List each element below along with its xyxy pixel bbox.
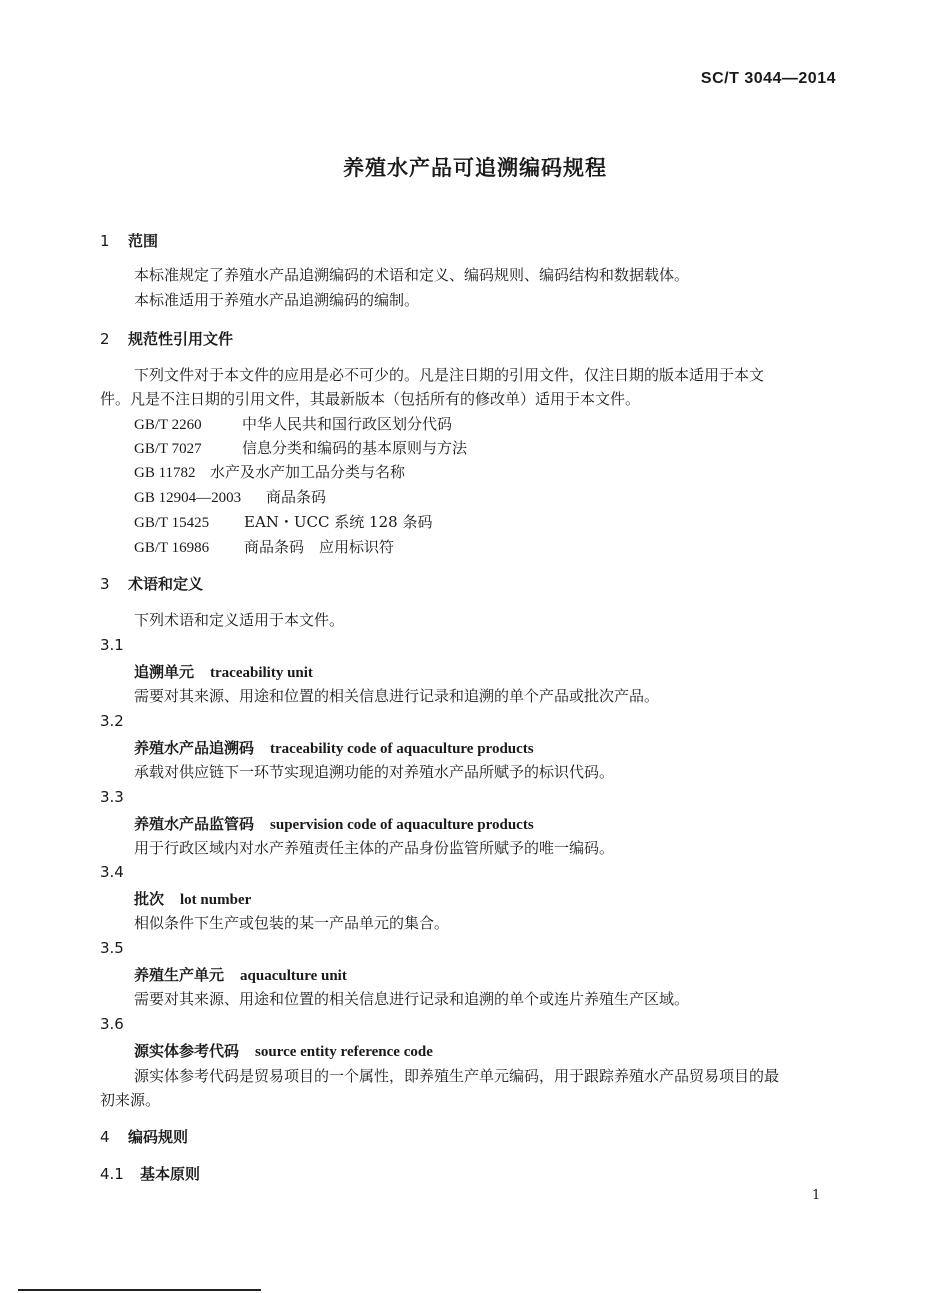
term-zh: 源实体参考代码 bbox=[134, 1042, 240, 1060]
reference-title: 中华人民共和国行政区划分代码 bbox=[242, 415, 453, 433]
section-2-heading bbox=[100, 328, 233, 349]
section-4-1-heading bbox=[100, 1163, 200, 1184]
reference-code: GB 11782 bbox=[134, 465, 196, 481]
paragraph: 本标准规定了养殖水产品追溯编码的术语和定义、编码规则、编码结构和数据载体。 bbox=[134, 266, 690, 284]
reference-title: 商品条码 bbox=[266, 488, 327, 506]
term-en: traceability code of aquaculture products bbox=[270, 741, 534, 757]
reference-code: GB/T 16986 bbox=[134, 540, 210, 556]
reference-item bbox=[134, 511, 432, 532]
term-definition: 相似条件下生产或包装的某一产品单元的集合。 bbox=[134, 914, 450, 932]
term-number: 3.3 bbox=[100, 788, 124, 806]
term-heading bbox=[134, 888, 251, 909]
section-1-heading bbox=[100, 230, 158, 251]
section-number: 4 bbox=[100, 1128, 110, 1146]
paragraph: 件。凡是不注日期的引用文件，其最新版本（包括所有的修改单）适用于本文件。 bbox=[100, 390, 641, 408]
term-heading bbox=[134, 1040, 433, 1061]
page-number: 1 bbox=[812, 1188, 821, 1203]
term-number: 3.6 bbox=[100, 1015, 124, 1033]
reference-code: GB/T 2260 bbox=[134, 417, 202, 433]
reference-item bbox=[134, 413, 452, 434]
footer-rule bbox=[18, 1289, 261, 1291]
paragraph: 下列文件对于本文件的应用是必不可少的。凡是注日期的引用文件，仅注日期的版本适用于本文 bbox=[134, 366, 765, 384]
paragraph: 本标准适用于养殖水产品追溯编码的编制。 bbox=[134, 291, 420, 309]
reference-title: 信息分类和编码的基本原则与方法 bbox=[242, 439, 468, 457]
section-title: 术语和定义 bbox=[128, 575, 204, 593]
reference-title: EAN・UCC 系统 128 条码 bbox=[244, 513, 433, 531]
reference-code: GB/T 15425 bbox=[134, 515, 210, 531]
term-definition: 源实体参考代码是贸易项目的一个属性，即养殖生产单元编码，用于跟踪养殖水产品贸易项目的最 bbox=[134, 1067, 780, 1085]
section-title: 范围 bbox=[128, 232, 159, 250]
term-heading bbox=[134, 737, 534, 758]
reference-title: 水产及水产加工品分类与名称 bbox=[210, 463, 406, 481]
section-number: 1 bbox=[100, 232, 110, 250]
term-en: traceability unit bbox=[210, 665, 313, 681]
reference-title: 商品条码 应用标识符 bbox=[244, 538, 395, 556]
term-number: 3.2 bbox=[100, 712, 124, 730]
term-definition: 用于行政区域内对水产养殖责任主体的产品身份监管所赋予的唯一编码。 bbox=[134, 839, 615, 857]
reference-item bbox=[134, 486, 326, 507]
reference-code: GB 12904—2003 bbox=[134, 490, 242, 506]
section-number: 3 bbox=[100, 575, 110, 593]
term-en: lot number bbox=[180, 892, 252, 908]
term-zh: 养殖水产品监管码 bbox=[134, 815, 255, 833]
section-3-heading bbox=[100, 573, 203, 594]
reference-item bbox=[134, 536, 394, 557]
term-definition: 需要对其来源、用途和位置的相关信息进行记录和追溯的单个产品或批次产品。 bbox=[134, 687, 660, 705]
term-definition: 承载对供应链下一环节实现追溯功能的对养殖水产品所赋予的标识代码。 bbox=[134, 763, 615, 781]
standard-number: SC/T 3044—2014 bbox=[700, 70, 836, 87]
section-title: 规范性引用文件 bbox=[128, 330, 234, 348]
term-en: source entity reference code bbox=[255, 1044, 433, 1060]
reference-item bbox=[134, 461, 405, 482]
term-en: supervision code of aquaculture products bbox=[270, 817, 534, 833]
reference-item bbox=[134, 437, 467, 458]
term-number: 3.4 bbox=[100, 863, 124, 881]
reference-code: GB/T 7027 bbox=[134, 441, 202, 457]
section-number: 2 bbox=[100, 330, 110, 348]
section-number: 4.1 bbox=[100, 1165, 124, 1183]
term-en: aquaculture unit bbox=[240, 968, 347, 984]
term-zh: 养殖水产品追溯码 bbox=[134, 739, 255, 757]
term-heading bbox=[134, 813, 534, 834]
term-number: 3.5 bbox=[100, 939, 124, 957]
term-heading bbox=[134, 661, 313, 682]
term-definition: 需要对其来源、用途和位置的相关信息进行记录和追溯的单个或连片养殖生产区域。 bbox=[134, 990, 690, 1008]
term-zh: 批次 bbox=[134, 890, 165, 908]
term-number: 3.1 bbox=[100, 636, 124, 654]
paragraph: 下列术语和定义适用于本文件。 bbox=[134, 611, 345, 629]
section-title: 基本原则 bbox=[140, 1165, 201, 1183]
section-title: 编码规则 bbox=[128, 1128, 189, 1146]
section-4-heading bbox=[100, 1126, 188, 1147]
term-zh: 追溯单元 bbox=[134, 663, 195, 681]
term-zh: 养殖生产单元 bbox=[134, 966, 225, 984]
term-heading bbox=[134, 964, 347, 985]
document-title: 养殖水产品可追溯编码规程 bbox=[343, 156, 607, 180]
term-definition: 初来源。 bbox=[100, 1091, 161, 1109]
